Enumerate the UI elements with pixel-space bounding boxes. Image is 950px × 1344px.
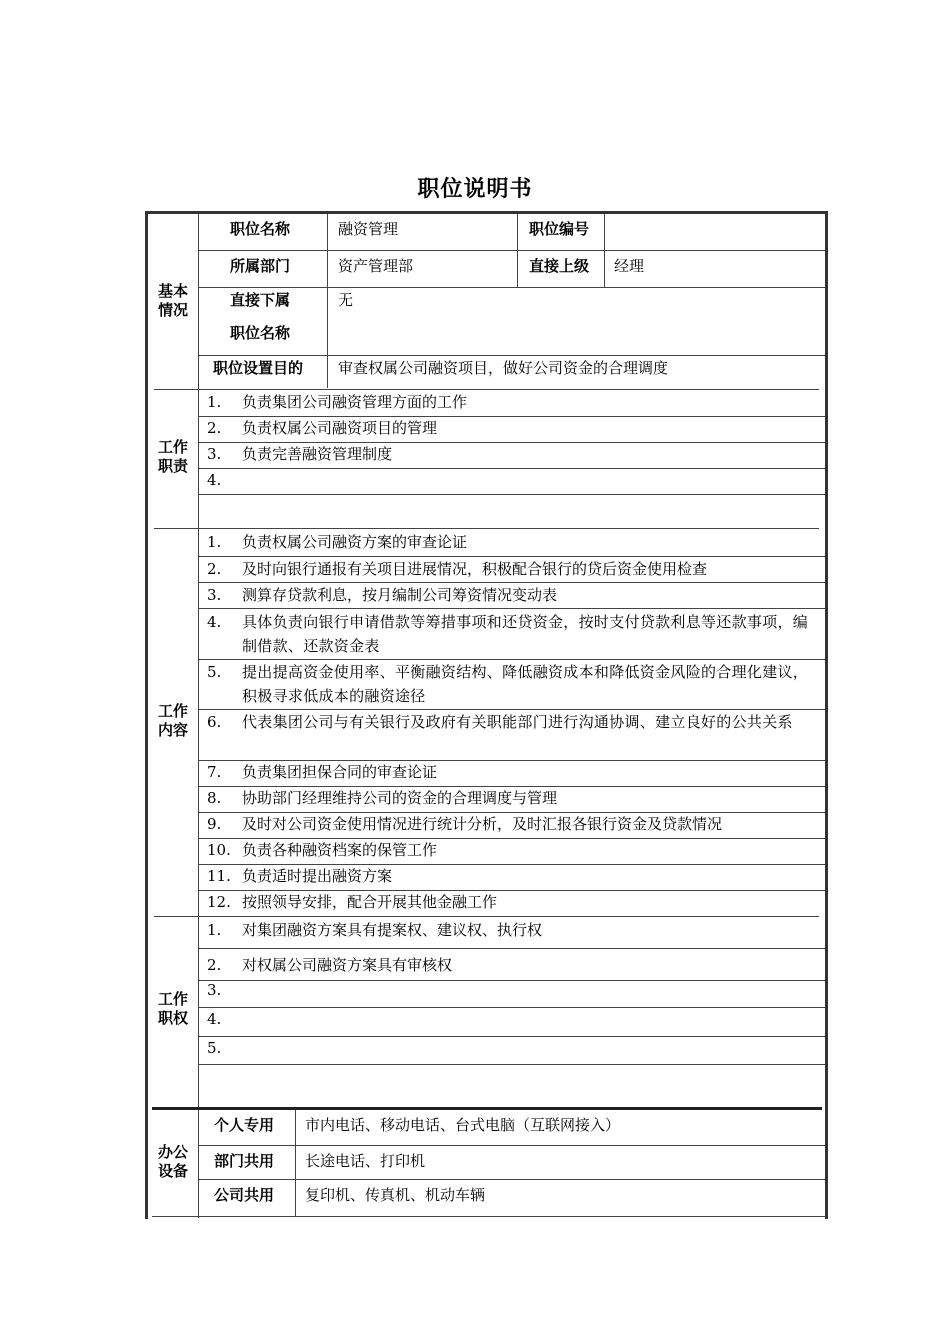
- row-line: [199, 1145, 825, 1146]
- column-divider: [198, 214, 199, 1218]
- row-line: [199, 1007, 825, 1008]
- purpose-label: 职位设置目的: [213, 359, 304, 377]
- supervisor-value: 经理: [614, 257, 645, 275]
- row-line: [199, 1064, 825, 1065]
- row-line: [199, 948, 825, 949]
- column-line: [604, 214, 605, 287]
- subordinate-value: 无: [338, 291, 354, 309]
- row-line: [199, 250, 825, 251]
- column-line: [327, 214, 328, 388]
- supervisor-label: 直接上级: [529, 257, 590, 275]
- section-label-duties: 工作 职责: [157, 438, 188, 475]
- section-divider: [152, 1107, 822, 1110]
- row-line: [199, 287, 825, 288]
- subordinate-label: 直接下属: [230, 291, 291, 309]
- subordinate-title-label: 职位名称: [230, 324, 291, 342]
- position-code-label: 职位编号: [529, 220, 590, 238]
- row-line: [199, 494, 825, 495]
- column-line: [517, 214, 518, 287]
- purpose-value: 审查权属公司融资项目，做好公司资金的合理调度: [338, 359, 669, 377]
- column-line: [295, 1110, 296, 1216]
- department-label: 所属部门: [230, 257, 291, 275]
- equipment-label: 部门共用: [214, 1152, 275, 1170]
- equipment-value: 市内电话、移动电话、台式电脑（互联网接入）: [305, 1116, 621, 1134]
- row-line: [199, 1179, 825, 1180]
- page-title: 职位说明书: [417, 177, 533, 202]
- equipment-value: 复印机、传真机、机动车辆: [305, 1186, 486, 1204]
- section-label-equipment: 办公 设备: [157, 1143, 188, 1180]
- row-line: [199, 980, 825, 981]
- department-value: 资产管理部: [338, 257, 414, 275]
- table-bottom-line: [152, 1216, 825, 1217]
- section-label-content: 工作 内容: [157, 702, 188, 739]
- position-name-label: 职位名称: [230, 220, 291, 238]
- row-line: [199, 355, 825, 356]
- section-divider: [154, 916, 819, 917]
- row-line: [199, 468, 825, 469]
- equipment-label: 公司共用: [214, 1186, 275, 1204]
- section-label-authority: 工作 职权: [157, 990, 188, 1027]
- section-label-basic: 基本 情况: [157, 282, 188, 319]
- row-line: [199, 608, 825, 609]
- equipment-label: 个人专用: [214, 1116, 275, 1134]
- row-line: [199, 1036, 825, 1037]
- position-name-value: 融资管理: [338, 220, 399, 238]
- section-divider: [154, 528, 819, 529]
- equipment-value: 长途电话、打印机: [305, 1152, 426, 1170]
